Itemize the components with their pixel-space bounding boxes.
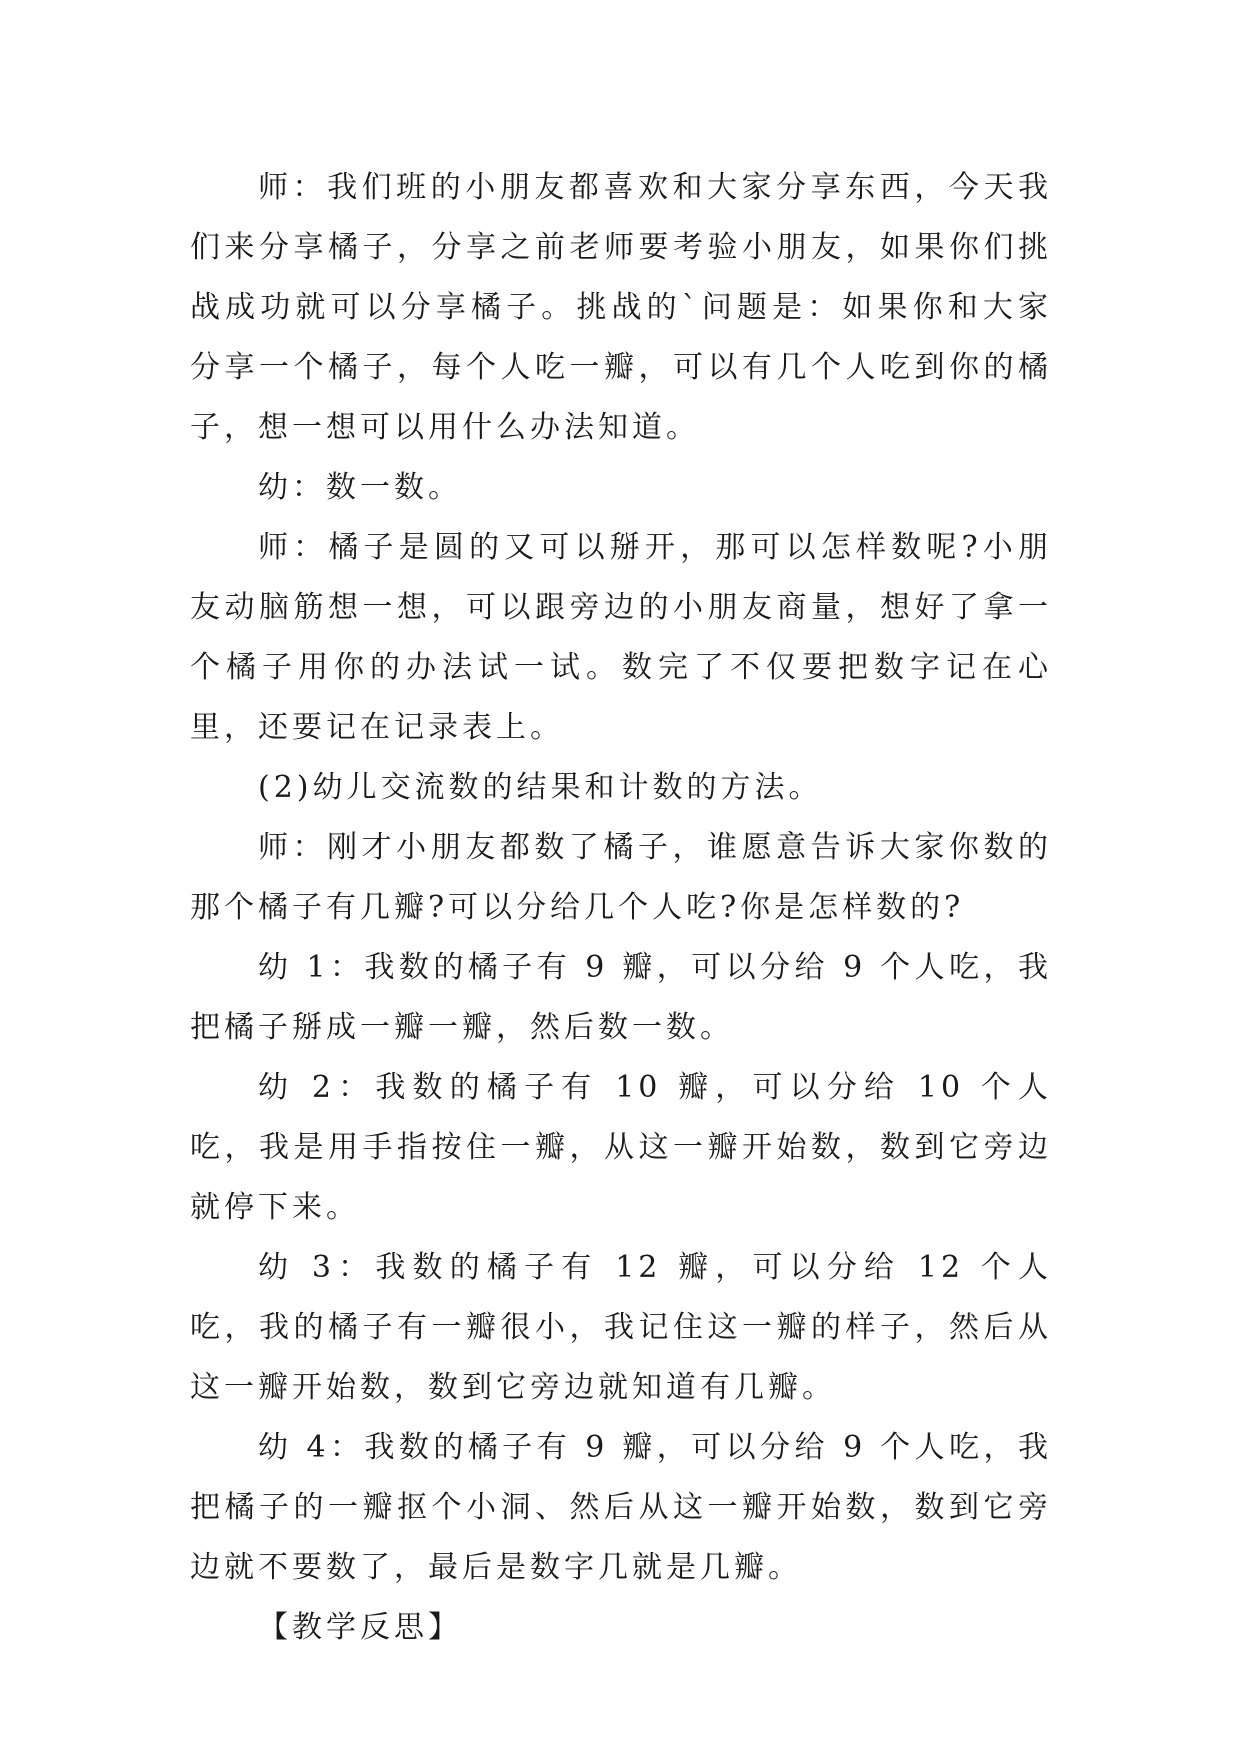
paragraph-teacher-intro: 师：我们班的小朋友都喜欢和大家分享东西，今天我们来分享橘子，分享之前老师要考验小朋友，如果你们挑战成功就可以分享橘子。挑战的`问题是：如果你和大家分享一个橘子，每个人吃一瓣，可以有几个人吃到你的橘子，想一想可以用什么办法知道。 [190, 170, 1052, 445]
paragraph-section-heading: (2)幼儿交流数的结果和计数的方法。 [258, 770, 823, 805]
paragraph-teacher-question: 师：橘子是圆的又可以掰开，那可以怎样数呢?小朋友动脑筋想一想，可以跟旁边的小朋友商量，想好了拿一个橘子用你的办法试一试。数完了不仅要把数字记在心里，还要记在记录表上。 [190, 530, 1052, 745]
paragraph-child-1: 幼 1：我数的橘子有 9 瓣，可以分给 9 个人吃，我把橘子掰成一瓣一瓣，然后数一数。 [190, 950, 1052, 1045]
paragraph-child-3: 幼 3：我数的橘子有 12 瓣，可以分给 12 个人吃，我的橘子有一瓣很小，我记住这一瓣的样子，然后从这一瓣开始数，数到它旁边就知道有几瓣。 [190, 1250, 1052, 1405]
paragraph-child-2: 幼 2：我数的橘子有 10 瓣，可以分给 10 个人吃，我是用手指按住一瓣，从这一瓣开始数，数到它旁边就停下来。 [190, 1070, 1052, 1225]
document-body [190, 158, 1052, 1658]
paragraph-child-answer: 幼：数一数。 [258, 470, 462, 505]
paragraph-child-4: 幼 4：我数的橘子有 9 瓣，可以分给 9 个人吃，我把橘子的一瓣抠个小洞、然后从这一瓣开始数，数到它旁边就不要数了，最后是数字几就是几瓣。 [190, 1430, 1052, 1585]
paragraph-teacher-ask: 师：刚才小朋友都数了橘子，谁愿意告诉大家你数的那个橘子有几瓣?可以分给几个人吃?你是怎样数的? [190, 830, 1052, 925]
teaching-reflection-heading: 【教学反思】 [258, 1610, 462, 1645]
